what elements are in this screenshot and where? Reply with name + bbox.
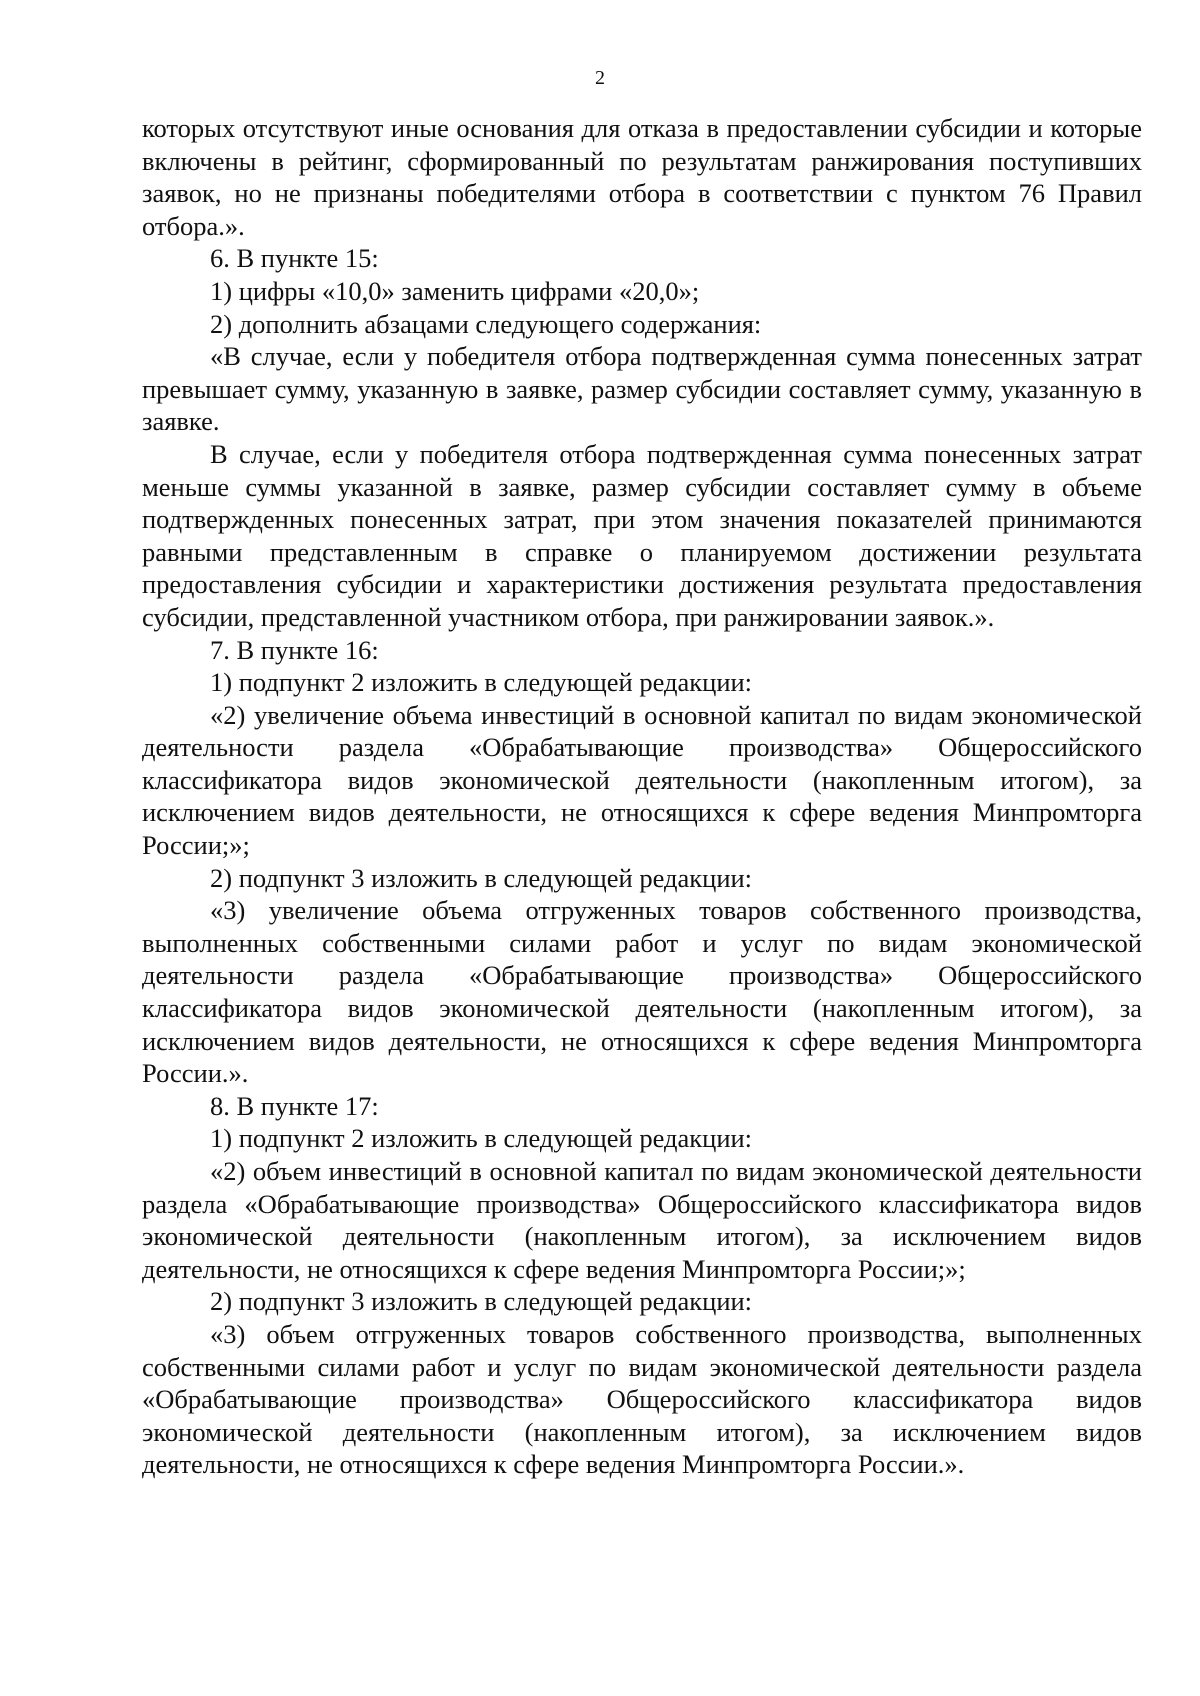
paragraph-item-6-sub-2: 2) дополнить абзацами следующего содержания:	[210, 308, 762, 339]
paragraph-item-8-quote-2: «2) объем инвестиций в основной капитал по видам экономической деятельности раздела «Обрабатывающие производства» Общероссийского классификатора видов экономической деятельности (накопленным итогом), за исключением видов деятельности, не относящихся к сфере ведения Минпромторга России;»;	[142, 1156, 1142, 1284]
paragraph-item-6-heading: 6. В пункте 15:	[210, 243, 379, 274]
paragraph-quote-less: В случае, если у победителя отбора подтвержденная сумма понесенных затрат меньше суммы указанной в заявке, размер субсидии составляет сумму в объеме подтвержденных понесенных затрат, при этом значения показателей принимаются равными представленным в справке о планируемом достижении результата предоставления субсидии и характеристики достижения результата предоставления субсидии, представленной участником отбора, при ранжировании заявок.».	[142, 438, 1142, 632]
page-number: 2	[595, 67, 605, 89]
paragraph-item-7-quote-3: «3) увеличение объема отгруженных товаров собственного производства, выполненных собственными силами работ и услуг по видам экономической деятельности раздела «Обрабатывающие производства» Общероссийского классификатора видов экономической деятельности (накопленным итогом), за исключением видов деятельности, не относящихся к сфере ведения Минпромторга России.».	[142, 895, 1142, 1089]
paragraph-continuation: которых отсутствуют иные основания для отказа в предоставлении субсидии и которые включены в рейтинг, сформированный по результатам ранжирования поступивших заявок, но не признаны победителями отбора в соответствии с пунктом 76 Правил отбора.».	[142, 113, 1142, 241]
paragraph-item-8-sub-2: 2) подпункт 3 изложить в следующей редакции:	[210, 1286, 753, 1317]
paragraph-item-7-sub-1: 1) подпункт 2 изложить в следующей редакции:	[210, 667, 753, 698]
paragraph-item-8-sub-1: 1) подпункт 2 изложить в следующей редакции:	[210, 1123, 753, 1154]
document-body	[142, 112, 1142, 1481]
paragraph-quote-exceeds: «В случае, если у победителя отбора подтвержденная сумма понесенных затрат превышает сумму, указанную в заявке, размер субсидии составляет сумму, указанную в заявке.	[142, 341, 1142, 437]
paragraph-item-8-quote-3: «3) объем отгруженных товаров собственного производства, выполненных собственными силами работ и услуг по видам экономической деятельности раздела «Обрабатывающие производства» Общероссийского классификатора видов экономической деятельности (накопленным итогом), за исключением видов деятельности, не относящихся к сфере ведения Минпромторга России.».	[142, 1318, 1142, 1480]
paragraph-item-8-heading: 8. В пункте 17:	[210, 1090, 379, 1121]
paragraph-item-7-heading: 7. В пункте 16:	[210, 634, 379, 665]
paragraph-item-7-quote-2: «2) увеличение объема инвестиций в основной капитал по видам экономической деятельности раздела «Обрабатывающие производства» Общероссийского классификатора видов экономической деятельности (накопленным итогом), за исключением видов деятельности, не относящихся к сфере ведения Минпромторга России;»;	[142, 699, 1142, 861]
paragraph-item-7-sub-2: 2) подпункт 3 изложить в следующей редакции:	[210, 862, 753, 893]
paragraph-item-6-sub-1: 1) цифры «10,0» заменить цифрами «20,0»;	[210, 275, 700, 306]
